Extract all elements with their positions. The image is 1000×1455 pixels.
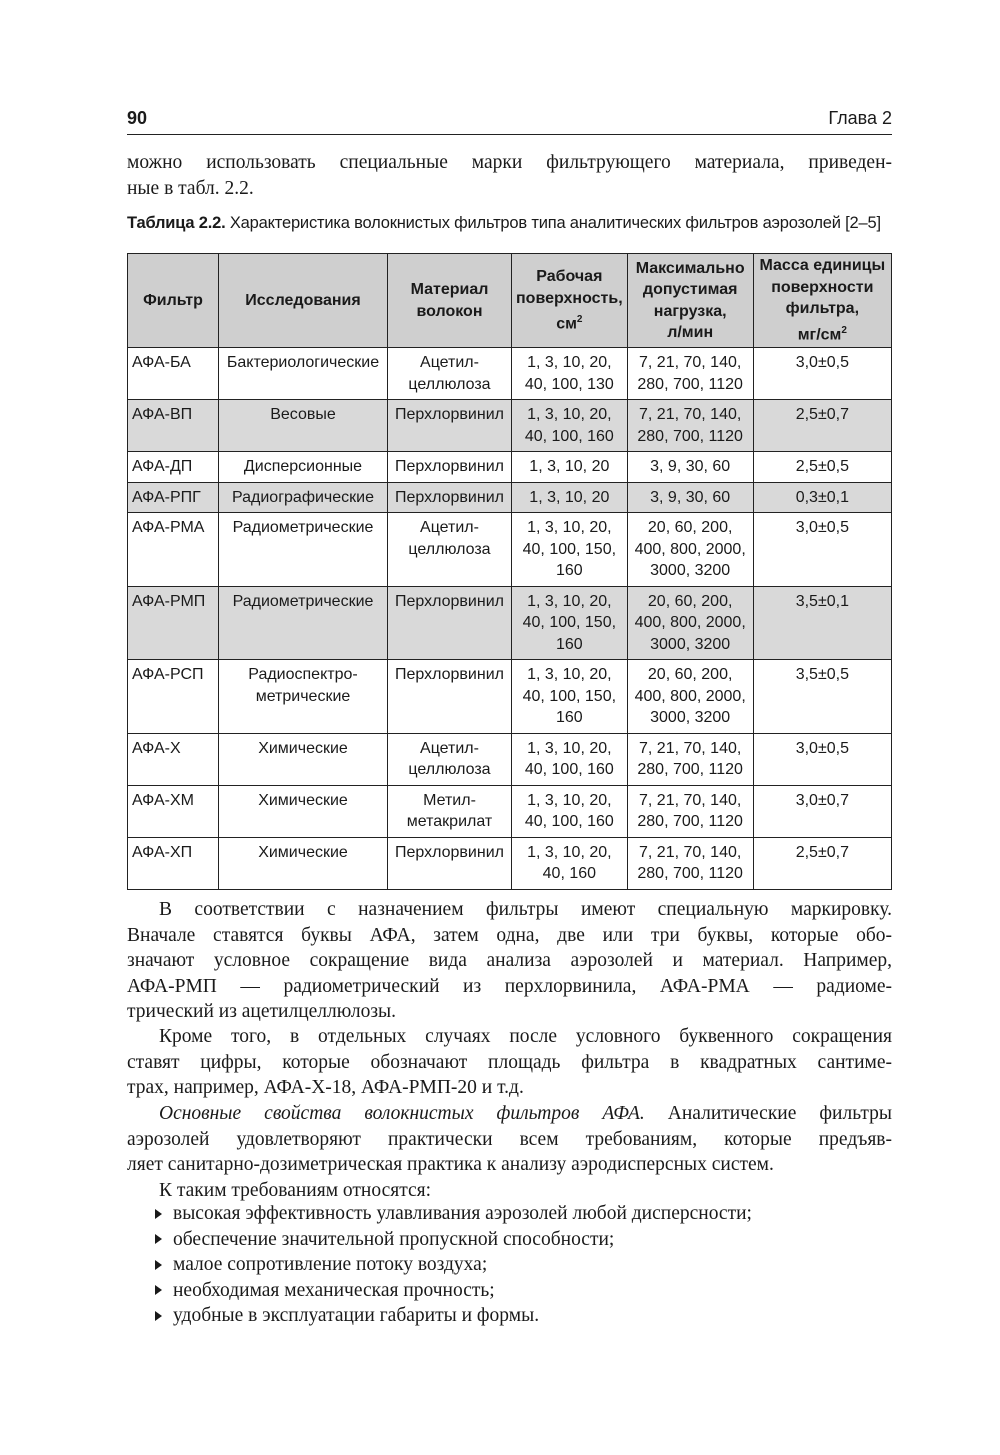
cell-surface: 1, 3, 10, 20, 40, 100, 150, 160 [512,513,628,587]
cell-material: Ацетил- целлюлоза [388,513,512,587]
cell-surface: 1, 3, 10, 20 [512,482,628,513]
table-header-row [128,254,892,348]
cell-load: 20, 60, 200, 400, 800, 2000, 3000, 3200 [627,660,753,734]
table-row [128,733,892,785]
cell-mass: 3,0±0,5 [753,348,891,400]
table-row [128,586,892,660]
table-caption-label: Таблица 2.2. [127,214,226,232]
cell-study: Радиометрические [219,513,388,587]
cell-mass: 2,5±0,7 [753,400,891,452]
paragraph-marking [127,897,892,1025]
cell-load: 20, 60, 200, 400, 800, 2000, 3000, 3200 [627,586,753,660]
cell-material: Перхлорвинил [388,837,512,889]
table-caption-text: Характеристика волокнистых фильтров типа аналитических фильтров аэрозолей [2–5] [225,214,881,232]
cell-mass: 3,0±0,7 [753,785,891,837]
cell-study: Химические [219,785,388,837]
list-item: высокая эффективность улавливания аэрозолей любой дисперсности; [155,1201,892,1227]
text-line: В соответствии с назначением фильтры имеют специальную маркировку. [159,899,892,920]
cell-load: 7, 21, 70, 140, 280, 700, 1120 [627,785,753,837]
cell-mass: 2,5±0,7 [753,837,891,889]
cell-load: 20, 60, 200, 400, 800, 2000, 3000, 3200 [627,513,753,587]
text-line: АФА-РМП — радиометрический из перхлорвинила, АФА-РМА — радиоме- [127,975,892,997]
text-line: ставят цифры, которые обозначают площадь фильтра в квадратных сантиме- [127,1051,892,1073]
italic-heading: Основные свойства волокнистых фильтров АФА. [159,1103,645,1124]
cell-filter: АФА-БА [128,348,219,400]
running-head [127,104,892,135]
list-item: необходимая механическая прочность; [155,1278,892,1304]
cell-mass: 3,5±0,5 [753,660,891,734]
cell-load: 7, 21, 70, 140, 280, 700, 1120 [627,400,753,452]
paragraph-digits [127,1024,892,1101]
chapter-title: Глава 2 [828,108,892,128]
cell-material: Перхлорвинил [388,482,512,513]
table-row [128,785,892,837]
cell-surface: 1, 3, 10, 20, 40, 100, 160 [512,733,628,785]
cell-mass: 3,0±0,5 [753,513,891,587]
cell-filter: АФА-Х [128,733,219,785]
cell-filter: АФА-РМП [128,586,219,660]
list-item: обеспечение значительной пропускной способности; [155,1227,892,1253]
header-filter: Фильтр [128,254,219,348]
table-caption [127,214,897,233]
cell-mass: 0,3±0,1 [753,482,891,513]
text-line: Основные свойства волокнистых фильтров АФА. Аналитические фильтры [159,1103,892,1124]
cell-material: Перхлорвинил [388,452,512,483]
text-line: Кроме того, в отдельных случаях после условного буквенного сокращения [159,1026,892,1047]
requirements-list [155,1201,892,1329]
paragraph-requirements [127,1178,892,1204]
filters-table [127,253,892,890]
cell-surface: 1, 3, 10, 20, 40, 160 [512,837,628,889]
cell-material: Перхлорвинил [388,660,512,734]
cell-material: Ацетил- целлюлоза [388,348,512,400]
cell-mass: 2,5±0,5 [753,452,891,483]
cell-surface: 1, 3, 10, 20, 40, 100, 150, 160 [512,586,628,660]
bullet-triangle-icon [155,1260,162,1270]
text-line: К таким требованиям относятся: [159,1180,432,1201]
text-line: трах, например, АФА-Х-18, АФА-РМП-20 и т.д. [127,1077,524,1098]
bullet-triangle-icon [155,1209,162,1219]
list-item: удобные в эксплуатации габариты и формы. [155,1303,892,1329]
bullet-triangle-icon [155,1311,162,1321]
table-row [128,452,892,483]
cell-filter: АФА-РМА [128,513,219,587]
intro-paragraph [127,150,892,201]
cell-study: Радиоспектро- метрические [219,660,388,734]
header-surface: Рабочая поверхность, $см^2$ [512,254,628,348]
cell-material: Ацетил- целлюлоза [388,733,512,785]
text-line: Вначале ставятся буквы АФА, затем одна, две или три буквы, которые обо- [127,924,892,946]
cell-material: Перхлорвинил [388,586,512,660]
cell-load: 7, 21, 70, 140, 280, 700, 1120 [627,837,753,889]
cell-study: Химические [219,837,388,889]
header-load: Максимально допустимая нагрузка, л/мин [627,254,753,348]
paragraph-properties [127,1101,892,1178]
list-item: малое сопротивление потоку воздуха; [155,1252,892,1278]
cell-filter: АФА-ВП [128,400,219,452]
cell-material: Перхлорвинил [388,400,512,452]
header-study: Исследования [219,254,388,348]
cell-study: Радиометрические [219,586,388,660]
header-mass: Масса единицы поверхности фильтра, $мг/см^2$ [753,254,891,348]
header-material: Материал волокон [388,254,512,348]
cell-load: 7, 21, 70, 140, 280, 700, 1120 [627,733,753,785]
text-line: ляет санитарно-дозиметрическая практика к анализу аэродисперсных систем. [127,1154,774,1175]
cell-load: 3, 9, 30, 60 [627,452,753,483]
cell-material: Метил- метакрилат [388,785,512,837]
text-line: можно использовать специальные марки фильтрующего материала, приведен- [127,152,892,173]
table-row [128,660,892,734]
table-row [128,513,892,587]
cell-load: 7, 21, 70, 140, 280, 700, 1120 [627,348,753,400]
table-body [128,348,892,890]
cell-surface: 1, 3, 10, 20, 40, 100, 160 [512,400,628,452]
text-line: значают условное сокращение вида анализа аэрозолей и материал. Например, [127,950,892,971]
table-row [128,482,892,513]
table-row [128,348,892,400]
cell-filter: АФА-ДП [128,452,219,483]
table-row [128,400,892,452]
cell-mass: 3,0±0,5 [753,733,891,785]
cell-filter: АФА-РПГ [128,482,219,513]
text-line: ные в табл. 2.2. [127,177,254,199]
cell-surface: 1, 3, 10, 20, 40, 100, 160 [512,785,628,837]
cell-study: Весовые [219,400,388,452]
cell-filter: АФА-ХМ [128,785,219,837]
cell-mass: 3,5±0,1 [753,586,891,660]
cell-surface: 1, 3, 10, 20, 40, 100, 150, 160 [512,660,628,734]
bullet-triangle-icon [155,1234,162,1244]
cell-filter: АФА-ХП [128,837,219,889]
page-number: 90 [127,108,148,128]
text-line: трический из ацетилцеллюлозы. [127,1001,397,1022]
cell-study: Бактериологические [219,348,388,400]
text-line: аэрозолей удовлетворяют практически всем требованиям, которые предъяв- [127,1128,892,1150]
cell-study: Химические [219,733,388,785]
cell-study: Радиографические [219,482,388,513]
cell-surface: 1, 3, 10, 20 [512,452,628,483]
cell-study: Дисперсионные [219,452,388,483]
bullet-triangle-icon [155,1285,162,1295]
cell-filter: АФА-РСП [128,660,219,734]
cell-surface: 1, 3, 10, 20, 40, 100, 130 [512,348,628,400]
cell-load: 3, 9, 30, 60 [627,482,753,513]
table-row [128,837,892,889]
